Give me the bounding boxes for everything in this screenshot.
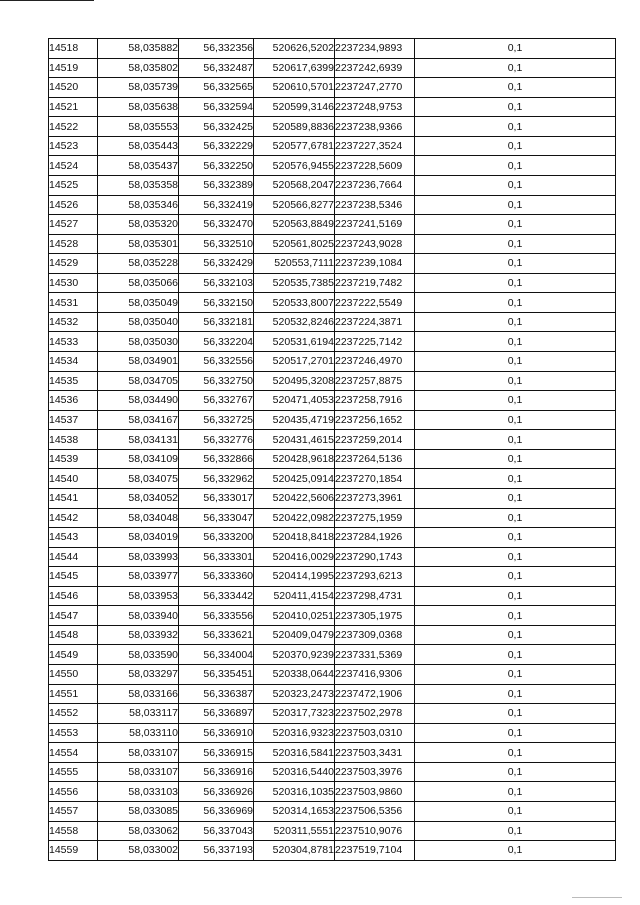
y-coordinate-cell: 2237503,0310 (335, 723, 415, 743)
y-coordinate-cell: 2237472,1906 (335, 684, 415, 704)
longitude-cell: 56,332389 (179, 175, 254, 195)
longitude-cell: 56,332510 (179, 234, 254, 254)
latitude-cell: 58,035066 (98, 273, 179, 293)
x-coordinate-cell: 520316,5841 (254, 743, 335, 763)
longitude-cell: 56,333200 (179, 528, 254, 548)
table-row (49, 488, 616, 508)
longitude-cell: 56,333017 (179, 488, 254, 508)
latitude-cell: 58,033085 (98, 801, 179, 821)
y-coordinate-cell: 2237275,1959 (335, 508, 415, 528)
y-coordinate-cell: 2237236,7664 (335, 175, 415, 195)
latitude-cell: 58,035638 (98, 97, 179, 117)
latitude-cell: 58,034131 (98, 430, 179, 450)
table-row (49, 567, 616, 587)
point-number-cell: 14556 (49, 782, 98, 802)
table-row (49, 762, 616, 782)
accuracy-cell: 0,1 (415, 332, 616, 352)
accuracy-cell: 0,1 (415, 234, 616, 254)
accuracy-cell: 0,1 (415, 586, 616, 606)
x-coordinate-cell: 520617,6399 (254, 58, 335, 78)
longitude-cell: 56,332103 (179, 273, 254, 293)
x-coordinate-cell: 520561,8025 (254, 234, 335, 254)
latitude-cell: 58,035228 (98, 254, 179, 274)
table-row (49, 469, 616, 489)
point-number-cell: 14531 (49, 293, 98, 313)
table-row (49, 195, 616, 215)
longitude-cell: 56,332767 (179, 391, 254, 411)
accuracy-cell: 0,1 (415, 723, 616, 743)
longitude-cell: 56,332250 (179, 156, 254, 176)
y-coordinate-cell: 2237506,5356 (335, 801, 415, 821)
x-coordinate-cell: 520431,4615 (254, 430, 335, 450)
point-number-cell: 14536 (49, 391, 98, 411)
latitude-cell: 58,035346 (98, 195, 179, 215)
accuracy-cell: 0,1 (415, 293, 616, 313)
accuracy-cell: 0,1 (415, 762, 616, 782)
accuracy-cell: 0,1 (415, 645, 616, 665)
x-coordinate-cell: 520553,7111 (254, 254, 335, 274)
longitude-cell: 56,332594 (179, 97, 254, 117)
table-row (49, 234, 616, 254)
latitude-cell: 58,035030 (98, 332, 179, 352)
table-row (49, 684, 616, 704)
latitude-cell: 58,034167 (98, 410, 179, 430)
accuracy-cell: 0,1 (415, 117, 616, 137)
top-rule (0, 0, 94, 1)
latitude-cell: 58,033953 (98, 586, 179, 606)
accuracy-cell: 0,1 (415, 215, 616, 235)
x-coordinate-cell: 520589,8836 (254, 117, 335, 137)
point-number-cell: 14555 (49, 762, 98, 782)
point-number-cell: 14554 (49, 743, 98, 763)
table-row (49, 449, 616, 469)
point-number-cell: 14540 (49, 469, 98, 489)
point-number-cell: 14544 (49, 547, 98, 567)
accuracy-cell: 0,1 (415, 684, 616, 704)
accuracy-cell: 0,1 (415, 841, 616, 861)
longitude-cell: 56,336387 (179, 684, 254, 704)
accuracy-cell: 0,1 (415, 743, 616, 763)
y-coordinate-cell: 2237241,5169 (335, 215, 415, 235)
longitude-cell: 56,332725 (179, 410, 254, 430)
longitude-cell: 56,336916 (179, 762, 254, 782)
accuracy-cell: 0,1 (415, 254, 616, 274)
accuracy-cell: 0,1 (415, 136, 616, 156)
longitude-cell: 56,336897 (179, 704, 254, 724)
longitude-cell: 56,332556 (179, 352, 254, 372)
point-number-cell: 14518 (49, 39, 98, 59)
latitude-cell: 58,033107 (98, 743, 179, 763)
latitude-cell: 58,035739 (98, 78, 179, 98)
y-coordinate-cell: 2237503,9860 (335, 782, 415, 802)
latitude-cell: 58,033932 (98, 625, 179, 645)
accuracy-cell: 0,1 (415, 821, 616, 841)
x-coordinate-cell: 520418,8418 (254, 528, 335, 548)
accuracy-cell: 0,1 (415, 782, 616, 802)
table-row (49, 136, 616, 156)
y-coordinate-cell: 2237227,3524 (335, 136, 415, 156)
latitude-cell: 58,033002 (98, 841, 179, 861)
accuracy-cell: 0,1 (415, 488, 616, 508)
table-row (49, 841, 616, 861)
accuracy-cell: 0,1 (415, 567, 616, 587)
latitude-cell: 58,034490 (98, 391, 179, 411)
y-coordinate-cell: 2237519,7104 (335, 841, 415, 861)
latitude-cell: 58,035301 (98, 234, 179, 254)
latitude-cell: 58,035443 (98, 136, 179, 156)
y-coordinate-cell: 2237248,9753 (335, 97, 415, 117)
point-number-cell: 14542 (49, 508, 98, 528)
latitude-cell: 58,035437 (98, 156, 179, 176)
point-number-cell: 14522 (49, 117, 98, 137)
accuracy-cell: 0,1 (415, 469, 616, 489)
point-number-cell: 14559 (49, 841, 98, 861)
point-number-cell: 14548 (49, 625, 98, 645)
point-number-cell: 14549 (49, 645, 98, 665)
table-row (49, 117, 616, 137)
longitude-cell: 56,332470 (179, 215, 254, 235)
point-number-cell: 14520 (49, 78, 98, 98)
y-coordinate-cell: 2237503,3431 (335, 743, 415, 763)
latitude-cell: 58,033993 (98, 547, 179, 567)
x-coordinate-cell: 520411,4154 (254, 586, 335, 606)
x-coordinate-cell: 520416,0029 (254, 547, 335, 567)
x-coordinate-cell: 520425,0914 (254, 469, 335, 489)
accuracy-cell: 0,1 (415, 547, 616, 567)
table-row (49, 665, 616, 685)
x-coordinate-cell: 520599,3146 (254, 97, 335, 117)
accuracy-cell: 0,1 (415, 312, 616, 332)
y-coordinate-cell: 2237284,1926 (335, 528, 415, 548)
y-coordinate-cell: 2237290,1743 (335, 547, 415, 567)
latitude-cell: 58,033107 (98, 762, 179, 782)
table-row (49, 430, 616, 450)
table-row (49, 508, 616, 528)
table-row (49, 293, 616, 313)
table-row (49, 606, 616, 626)
accuracy-cell: 0,1 (415, 371, 616, 391)
x-coordinate-cell: 520314,1653 (254, 801, 335, 821)
y-coordinate-cell: 2237224,3871 (335, 312, 415, 332)
y-coordinate-cell: 2237243,9028 (335, 234, 415, 254)
longitude-cell: 56,334004 (179, 645, 254, 665)
table-row (49, 704, 616, 724)
table-row (49, 156, 616, 176)
table-row (49, 645, 616, 665)
accuracy-cell: 0,1 (415, 801, 616, 821)
point-number-cell: 14558 (49, 821, 98, 841)
table-row (49, 78, 616, 98)
point-number-cell: 14550 (49, 665, 98, 685)
longitude-cell: 56,335451 (179, 665, 254, 685)
accuracy-cell: 0,1 (415, 606, 616, 626)
point-number-cell: 14545 (49, 567, 98, 587)
longitude-cell: 56,333556 (179, 606, 254, 626)
y-coordinate-cell: 2237293,6213 (335, 567, 415, 587)
x-coordinate-cell: 520410,0251 (254, 606, 335, 626)
point-number-cell: 14524 (49, 156, 98, 176)
latitude-cell: 58,034705 (98, 371, 179, 391)
x-coordinate-cell: 520311,5551 (254, 821, 335, 841)
x-coordinate-cell: 520428,9618 (254, 449, 335, 469)
latitude-cell: 58,034901 (98, 352, 179, 372)
point-number-cell: 14526 (49, 195, 98, 215)
y-coordinate-cell: 2237238,5346 (335, 195, 415, 215)
point-number-cell: 14543 (49, 528, 98, 548)
table-row (49, 821, 616, 841)
longitude-cell: 56,336910 (179, 723, 254, 743)
y-coordinate-cell: 2237298,4731 (335, 586, 415, 606)
longitude-cell: 56,337193 (179, 841, 254, 861)
latitude-cell: 58,033297 (98, 665, 179, 685)
accuracy-cell: 0,1 (415, 508, 616, 528)
table-row (49, 410, 616, 430)
longitude-cell: 56,332150 (179, 293, 254, 313)
y-coordinate-cell: 2237228,5609 (335, 156, 415, 176)
latitude-cell: 58,033940 (98, 606, 179, 626)
x-coordinate-cell: 520435,4719 (254, 410, 335, 430)
latitude-cell: 58,033110 (98, 723, 179, 743)
accuracy-cell: 0,1 (415, 665, 616, 685)
longitude-cell: 56,332204 (179, 332, 254, 352)
table-row (49, 175, 616, 195)
y-coordinate-cell: 2237503,3976 (335, 762, 415, 782)
point-number-cell: 14535 (49, 371, 98, 391)
x-coordinate-cell: 520304,8781 (254, 841, 335, 861)
y-coordinate-cell: 2237416,9306 (335, 665, 415, 685)
y-coordinate-cell: 2237239,1084 (335, 254, 415, 274)
latitude-cell: 58,033062 (98, 821, 179, 841)
x-coordinate-cell: 520576,9455 (254, 156, 335, 176)
y-coordinate-cell: 2237502,2978 (335, 704, 415, 724)
accuracy-cell: 0,1 (415, 625, 616, 645)
x-coordinate-cell: 520316,1035 (254, 782, 335, 802)
longitude-cell: 56,332487 (179, 58, 254, 78)
point-number-cell: 14532 (49, 312, 98, 332)
longitude-cell: 56,336915 (179, 743, 254, 763)
longitude-cell: 56,332866 (179, 449, 254, 469)
table-row (49, 547, 616, 567)
y-coordinate-cell: 2237219,7482 (335, 273, 415, 293)
table-row (49, 273, 616, 293)
table-row (49, 801, 616, 821)
accuracy-cell: 0,1 (415, 39, 616, 59)
y-coordinate-cell: 2237305,1975 (335, 606, 415, 626)
latitude-cell: 58,035320 (98, 215, 179, 235)
y-coordinate-cell: 2237242,6939 (335, 58, 415, 78)
x-coordinate-cell: 520370,9239 (254, 645, 335, 665)
latitude-cell: 58,035882 (98, 39, 179, 59)
y-coordinate-cell: 2237510,9076 (335, 821, 415, 841)
point-number-cell: 14528 (49, 234, 98, 254)
table-row (49, 391, 616, 411)
accuracy-cell: 0,1 (415, 528, 616, 548)
latitude-cell: 58,035358 (98, 175, 179, 195)
table-row (49, 371, 616, 391)
x-coordinate-cell: 520533,8007 (254, 293, 335, 313)
longitude-cell: 56,333621 (179, 625, 254, 645)
coordinates-table-body (49, 39, 616, 861)
table-row (49, 352, 616, 372)
table-row (49, 528, 616, 548)
table-row (49, 254, 616, 274)
longitude-cell: 56,332962 (179, 469, 254, 489)
x-coordinate-cell: 520535,7385 (254, 273, 335, 293)
x-coordinate-cell: 520338,0644 (254, 665, 335, 685)
point-number-cell: 14539 (49, 449, 98, 469)
longitude-cell: 56,332356 (179, 39, 254, 59)
accuracy-cell: 0,1 (415, 273, 616, 293)
point-number-cell: 14530 (49, 273, 98, 293)
y-coordinate-cell: 2237222,5549 (335, 293, 415, 313)
x-coordinate-cell: 520577,6781 (254, 136, 335, 156)
latitude-cell: 58,033590 (98, 645, 179, 665)
longitude-cell: 56,332181 (179, 312, 254, 332)
x-coordinate-cell: 520316,9323 (254, 723, 335, 743)
latitude-cell: 58,034048 (98, 508, 179, 528)
table-row (49, 723, 616, 743)
longitude-cell: 56,337043 (179, 821, 254, 841)
x-coordinate-cell: 520517,2701 (254, 352, 335, 372)
x-coordinate-cell: 520495,3208 (254, 371, 335, 391)
point-number-cell: 14533 (49, 332, 98, 352)
table-row (49, 586, 616, 606)
x-coordinate-cell: 520414,1995 (254, 567, 335, 587)
point-number-cell: 14519 (49, 58, 98, 78)
x-coordinate-cell: 520531,6194 (254, 332, 335, 352)
latitude-cell: 58,033103 (98, 782, 179, 802)
point-number-cell: 14541 (49, 488, 98, 508)
accuracy-cell: 0,1 (415, 704, 616, 724)
latitude-cell: 58,033977 (98, 567, 179, 587)
point-number-cell: 14547 (49, 606, 98, 626)
table-row (49, 312, 616, 332)
point-number-cell: 14557 (49, 801, 98, 821)
y-coordinate-cell: 2237256,1652 (335, 410, 415, 430)
x-coordinate-cell: 520317,7323 (254, 704, 335, 724)
latitude-cell: 58,035040 (98, 312, 179, 332)
y-coordinate-cell: 2237258,7916 (335, 391, 415, 411)
table-row (49, 58, 616, 78)
table-row (49, 743, 616, 763)
accuracy-cell: 0,1 (415, 175, 616, 195)
longitude-cell: 56,333360 (179, 567, 254, 587)
latitude-cell: 58,035553 (98, 117, 179, 137)
y-coordinate-cell: 2237238,9366 (335, 117, 415, 137)
x-coordinate-cell: 520471,4053 (254, 391, 335, 411)
point-number-cell: 14552 (49, 704, 98, 724)
x-coordinate-cell: 520422,0982 (254, 508, 335, 528)
y-coordinate-cell: 2237247,2770 (335, 78, 415, 98)
x-coordinate-cell: 520566,8277 (254, 195, 335, 215)
latitude-cell: 58,034075 (98, 469, 179, 489)
y-coordinate-cell: 2237264,5136 (335, 449, 415, 469)
longitude-cell: 56,332419 (179, 195, 254, 215)
y-coordinate-cell: 2237259,2014 (335, 430, 415, 450)
accuracy-cell: 0,1 (415, 78, 616, 98)
table-row (49, 39, 616, 59)
longitude-cell: 56,336969 (179, 801, 254, 821)
longitude-cell: 56,332229 (179, 136, 254, 156)
longitude-cell: 56,332750 (179, 371, 254, 391)
longitude-cell: 56,332565 (179, 78, 254, 98)
point-number-cell: 14529 (49, 254, 98, 274)
point-number-cell: 14546 (49, 586, 98, 606)
accuracy-cell: 0,1 (415, 195, 616, 215)
y-coordinate-cell: 2237273,3961 (335, 488, 415, 508)
x-coordinate-cell: 520626,5202 (254, 39, 335, 59)
longitude-cell: 56,333301 (179, 547, 254, 567)
x-coordinate-cell: 520563,8849 (254, 215, 335, 235)
point-number-cell: 14521 (49, 97, 98, 117)
accuracy-cell: 0,1 (415, 449, 616, 469)
table-row (49, 625, 616, 645)
longitude-cell: 56,333047 (179, 508, 254, 528)
footer-rule (572, 897, 622, 898)
longitude-cell: 56,333442 (179, 586, 254, 606)
longitude-cell: 56,336926 (179, 782, 254, 802)
y-coordinate-cell: 2237331,5369 (335, 645, 415, 665)
point-number-cell: 14527 (49, 215, 98, 235)
accuracy-cell: 0,1 (415, 391, 616, 411)
y-coordinate-cell: 2237246,4970 (335, 352, 415, 372)
table-row (49, 97, 616, 117)
point-number-cell: 14534 (49, 352, 98, 372)
latitude-cell: 58,035802 (98, 58, 179, 78)
table-row (49, 782, 616, 802)
accuracy-cell: 0,1 (415, 97, 616, 117)
coordinates-table (48, 38, 616, 861)
table-row (49, 332, 616, 352)
y-coordinate-cell: 2237309,0368 (335, 625, 415, 645)
latitude-cell: 58,033117 (98, 704, 179, 724)
accuracy-cell: 0,1 (415, 156, 616, 176)
y-coordinate-cell: 2237234,9893 (335, 39, 415, 59)
point-number-cell: 14553 (49, 723, 98, 743)
y-coordinate-cell: 2237257,8875 (335, 371, 415, 391)
accuracy-cell: 0,1 (415, 352, 616, 372)
point-number-cell: 14525 (49, 175, 98, 195)
latitude-cell: 58,034019 (98, 528, 179, 548)
accuracy-cell: 0,1 (415, 410, 616, 430)
y-coordinate-cell: 2237270,1854 (335, 469, 415, 489)
accuracy-cell: 0,1 (415, 58, 616, 78)
latitude-cell: 58,034052 (98, 488, 179, 508)
x-coordinate-cell: 520610,5701 (254, 78, 335, 98)
x-coordinate-cell: 520323,2473 (254, 684, 335, 704)
accuracy-cell: 0,1 (415, 430, 616, 450)
longitude-cell: 56,332429 (179, 254, 254, 274)
latitude-cell: 58,035049 (98, 293, 179, 313)
point-number-cell: 14523 (49, 136, 98, 156)
table-row (49, 215, 616, 235)
x-coordinate-cell: 520422,5606 (254, 488, 335, 508)
x-coordinate-cell: 520568,2047 (254, 175, 335, 195)
longitude-cell: 56,332425 (179, 117, 254, 137)
y-coordinate-cell: 2237225,7142 (335, 332, 415, 352)
point-number-cell: 14537 (49, 410, 98, 430)
longitude-cell: 56,332776 (179, 430, 254, 450)
latitude-cell: 58,034109 (98, 449, 179, 469)
point-number-cell: 14551 (49, 684, 98, 704)
latitude-cell: 58,033166 (98, 684, 179, 704)
point-number-cell: 14538 (49, 430, 98, 450)
x-coordinate-cell: 520316,5440 (254, 762, 335, 782)
x-coordinate-cell: 520409,0479 (254, 625, 335, 645)
x-coordinate-cell: 520532,8246 (254, 312, 335, 332)
